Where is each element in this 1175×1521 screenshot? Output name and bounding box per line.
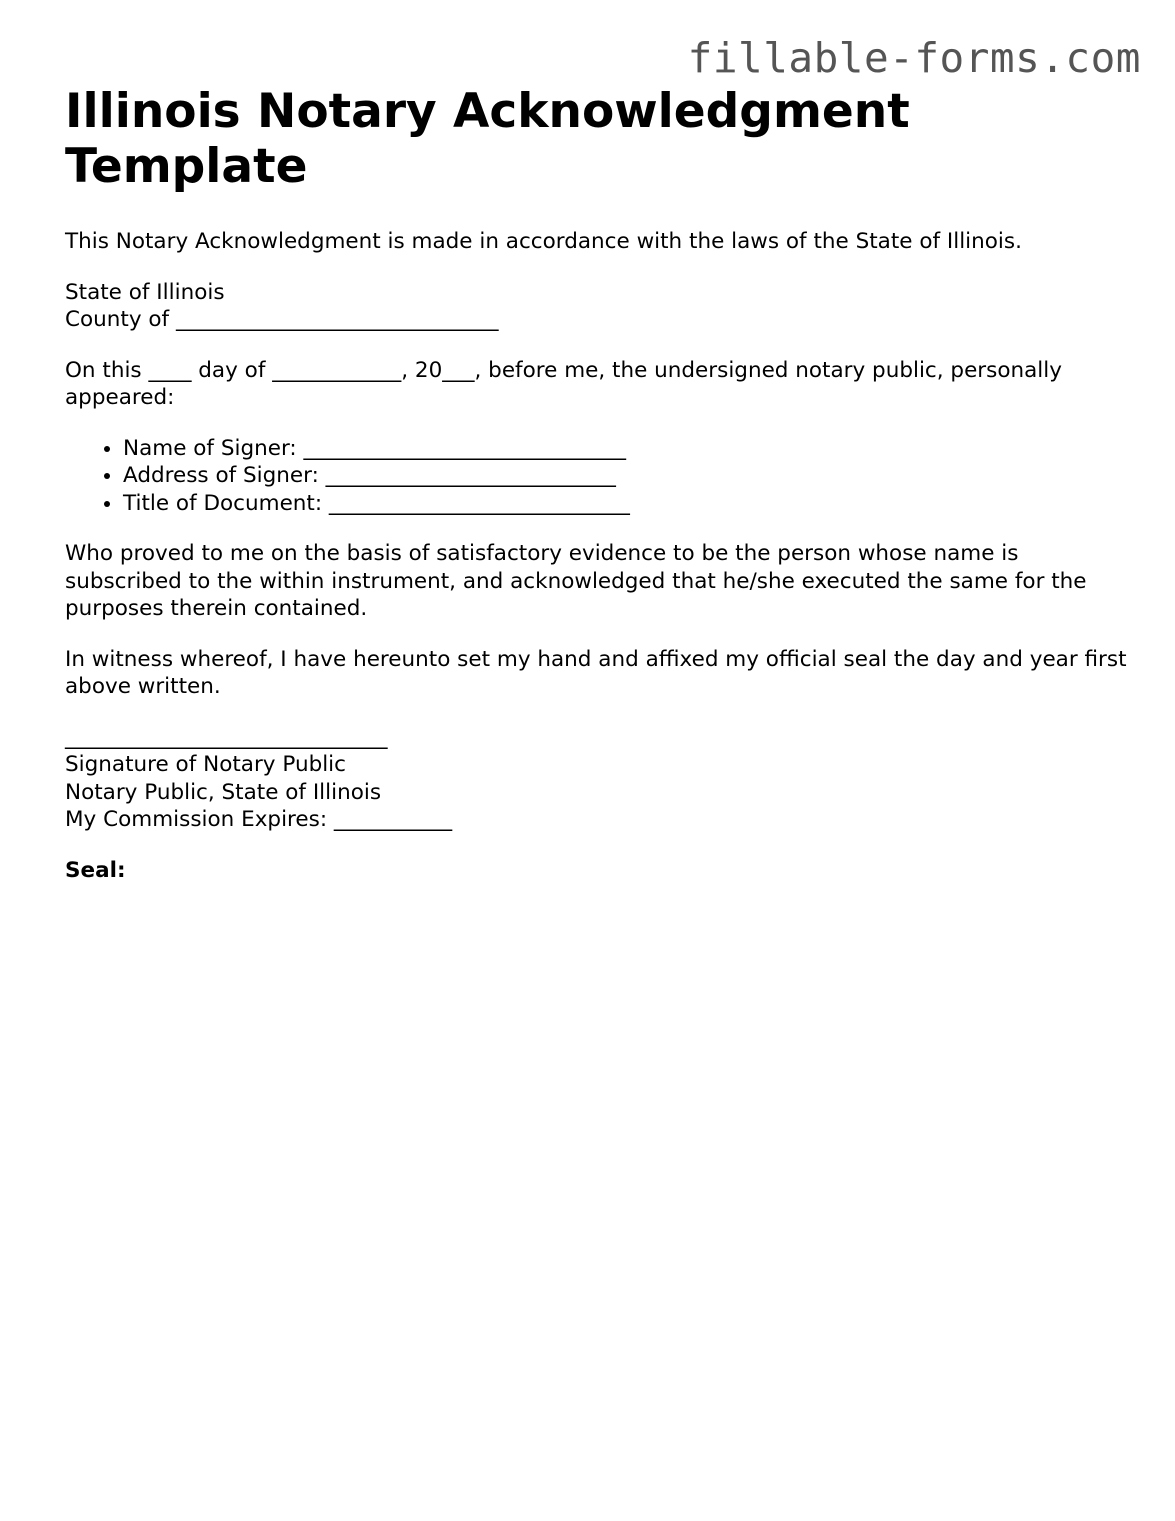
seal-label: Seal: bbox=[65, 857, 126, 883]
signer-name-field: • Name of Signer: ______________________________ bbox=[123, 435, 1135, 463]
witness-clause: In witness whereof, I have hereunto set my hand and affixed my official seal the day and year first above written. bbox=[65, 646, 1127, 699]
notary-title: Notary Public, State of Illinois bbox=[65, 779, 382, 805]
evidence-clause: Who proved to me on the basis of satisfactory evidence to be the person whose name is subscribed to the within instrument, and acknowledged that he/she executed the same for the purposes therein contained. bbox=[65, 541, 1087, 621]
date-clause: On this ____ day of ____________, 20___, before me, the undersigned notary public, personally appeared: bbox=[65, 357, 1062, 410]
document-title: Illinois Notary Acknowledgment Template bbox=[65, 84, 910, 194]
signer-address-field: • Address of Signer: ___________________________ bbox=[123, 462, 1135, 490]
signer-fields-list bbox=[65, 435, 1135, 518]
venue-county-field: County of ______________________________ bbox=[65, 307, 499, 332]
venue-state: State of Illinois bbox=[65, 279, 225, 305]
notary-signature-block bbox=[65, 724, 1135, 834]
document-page bbox=[65, 84, 1135, 884]
commission-expiry-field: My Commission Expires: ___________ bbox=[65, 807, 453, 832]
document-title-field: • Title of Document: ____________________________ bbox=[123, 490, 1135, 518]
notary-signature-line: ______________________________ bbox=[65, 724, 388, 750]
notary-signature-label: Signature of Notary Public bbox=[65, 752, 346, 777]
intro-paragraph: This Notary Acknowledgment is made in accordance with the laws of the State of Illinois. bbox=[65, 229, 1022, 254]
site-watermark: fillable-forms.com bbox=[687, 34, 1141, 82]
venue-block bbox=[65, 279, 1135, 334]
